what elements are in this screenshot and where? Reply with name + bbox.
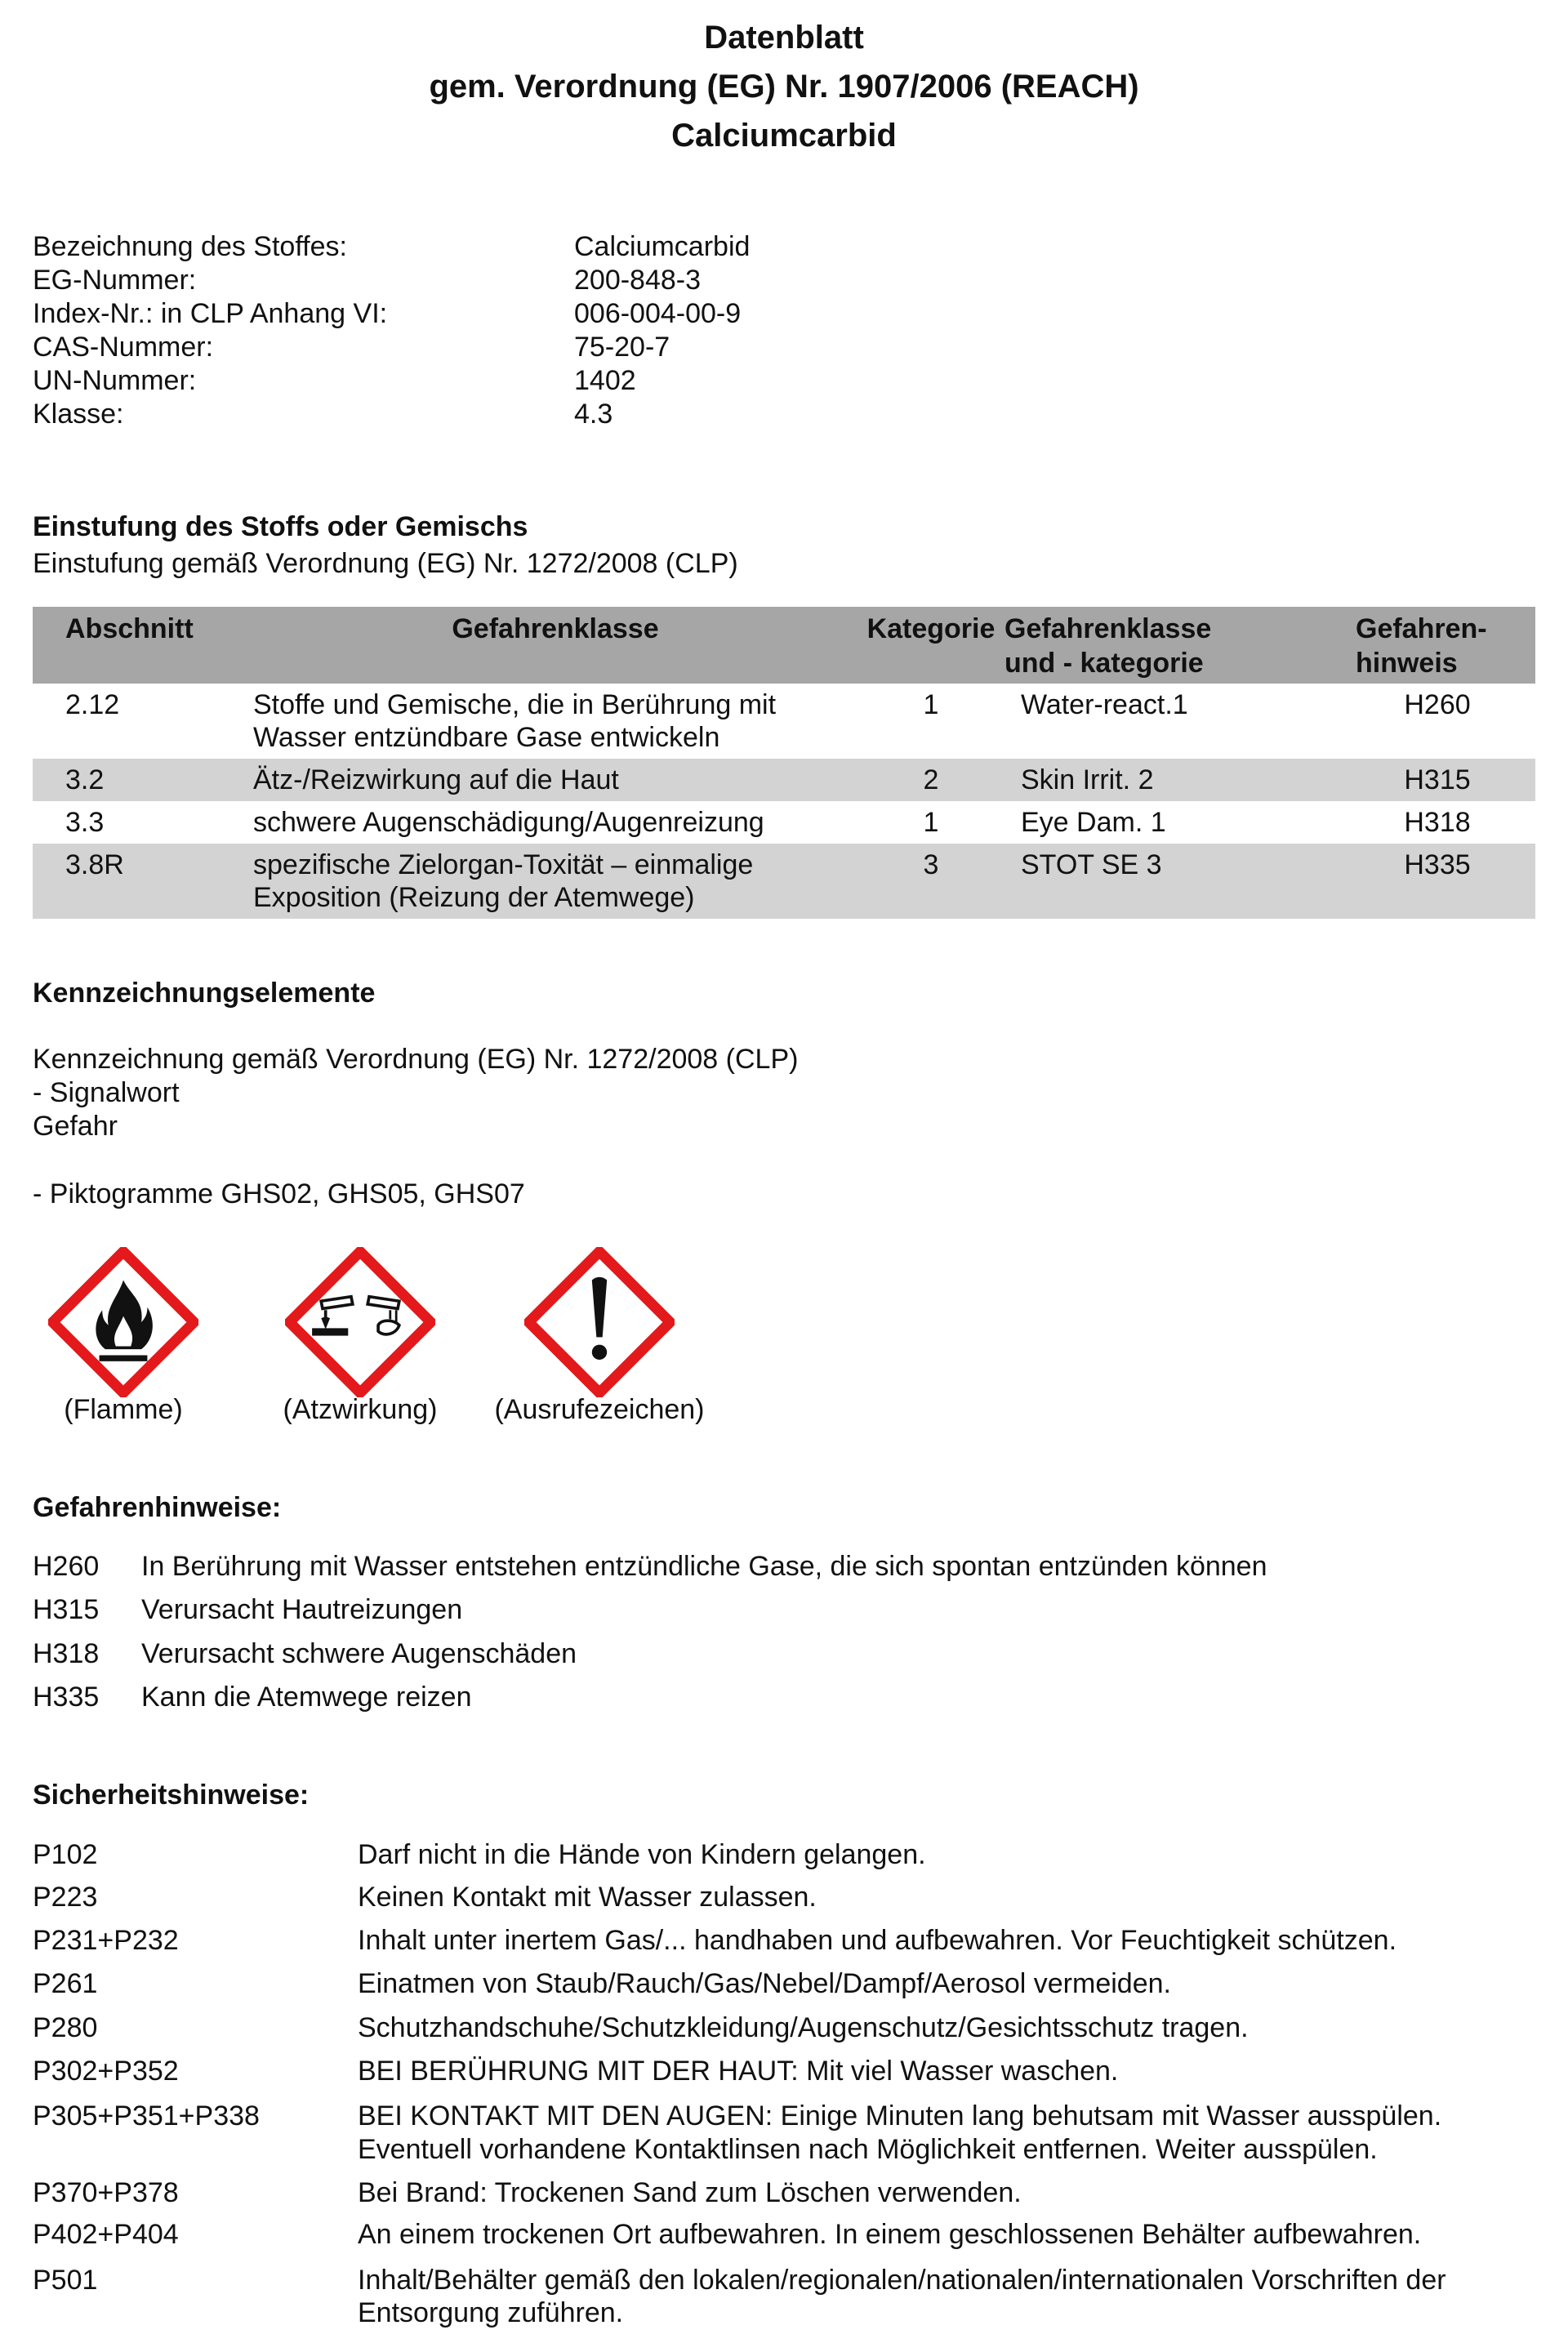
cell-category: 1 [923, 807, 939, 838]
id-value: 200-848-3 [574, 265, 702, 296]
p-code: P305+P351+P338 [33, 2100, 260, 2132]
id-label: UN-Nummer: [33, 365, 197, 396]
p-text-continued: Entsorgung zuführen. [358, 2297, 624, 2328]
column-header-line: hinweis [1356, 648, 1458, 679]
id-value: 006-004-00-9 [574, 298, 742, 329]
cell-category: 3 [858, 844, 1004, 919]
cell-hazard-class: Ätz-/Reizwirkung auf die Haut [253, 759, 858, 801]
cell-section: 3.2 [33, 759, 253, 801]
ghs05-corrosion-icon [285, 1247, 435, 1397]
id-label: CAS-Nummer: [33, 332, 214, 363]
h-text: In Berührung mit Wasser entstehen entzündliche Gase, die sich spontan entzünden können [141, 1551, 1267, 1582]
cell-hazard-class: Stoffe und Gemische, die in Berührung mit Wasser entzündbare Gase entwickeln [253, 689, 777, 753]
cell-statement: H318 [1404, 807, 1471, 838]
column-header: Kategorie [858, 607, 1004, 684]
id-value: Calciumcarbid [574, 231, 751, 262]
p-text: Keinen Kontakt mit Wasser zulassen. [358, 1882, 817, 1913]
p-text: BEI KONTAKT MIT DEN AUGEN: Einige Minuten lang behutsam mit Wasser ausspülen. [358, 2100, 1442, 2132]
pictogram-label: (Flamme) [64, 1394, 183, 1425]
h-code: H315 [33, 1594, 100, 1625]
p-code: P501 [33, 2265, 98, 2296]
cell-hazard-class: spezifische Zielorgan-Toxität – einmalige Exposition (Reizung der Atemwege) [253, 844, 858, 919]
cell-code: Eye Dam. 1 [1021, 807, 1166, 838]
id-value: 4.3 [574, 399, 613, 430]
id-label: Index-Nr.: in CLP Anhang VI: [33, 298, 388, 329]
id-label: Klasse: [33, 399, 124, 430]
document-subtitle: gem. Verordnung (EG) Nr. 1907/2006 (REACH) [429, 69, 1139, 105]
table-header-row [33, 607, 1535, 684]
pictograms-label: - Piktogramme GHS02, GHS05, GHS07 [33, 1178, 525, 1209]
labelling-heading: Kennzeichnungselemente [33, 978, 376, 1009]
table-row [33, 759, 1535, 801]
substance-title: Calciumcarbid [671, 118, 897, 154]
cell-code: STOT SE 3 [1004, 844, 1339, 919]
pictogram-label: (Atzwirkung) [283, 1394, 438, 1425]
h-code: H260 [33, 1551, 100, 1582]
cell-statement: H260 [1404, 689, 1471, 720]
p-text: Bei Brand: Trockenen Sand zum Löschen verwenden. [358, 2177, 1022, 2208]
cell-statement: H315 [1339, 759, 1535, 801]
table-row [33, 684, 1535, 759]
h-text: Verursacht Hautreizungen [141, 1594, 463, 1625]
p-code: P102 [33, 1839, 98, 1870]
p-text-continued: Eventuell vorhandene Kontaktlinsen nach Möglichkeit entfernen. Weiter ausspülen. [358, 2134, 1378, 2165]
column-header-line: Gefahren- [1356, 613, 1487, 644]
hazard-statements-heading: Gefahrenhinweise: [33, 1492, 282, 1523]
table-row [33, 801, 1535, 844]
cell-category: 1 [923, 689, 939, 720]
p-code: P402+P404 [33, 2219, 179, 2250]
column-header-line: und - kategorie [1004, 648, 1204, 679]
ghs07-exclamation-icon [524, 1247, 675, 1397]
cell-section: 3.3 [65, 807, 105, 838]
p-text: Inhalt/Behälter gemäß den lokalen/regionalen/nationalen/internationalen Vorschriften der [358, 2265, 1446, 2296]
h-text: Kann die Atemwege reizen [141, 1682, 472, 1713]
p-text: BEI BERÜHRUNG MIT DER HAUT: Mit viel Wasser waschen. [358, 2056, 1119, 2087]
cell-code: Water-react.1 [1021, 689, 1188, 720]
ghs02-flame-icon [48, 1247, 198, 1397]
document-title: Datenblatt [704, 20, 864, 56]
p-code: P370+P378 [33, 2177, 179, 2208]
signal-word-label: - Signalwort [33, 1077, 180, 1108]
pictogram-label: (Ausrufezeichen) [494, 1394, 705, 1425]
h-code: H318 [33, 1638, 100, 1669]
cell-section: 3.8R [33, 844, 253, 919]
p-text: Einatmen von Staub/Rauch/Gas/Nebel/Dampf/Aerosol vermeiden. [358, 1968, 1171, 1999]
cell-statement: H335 [1339, 844, 1535, 919]
p-code: P261 [33, 1968, 98, 1999]
precautionary-statements-heading: Sicherheitshinweise: [33, 1780, 310, 1811]
p-code: P231+P232 [33, 1925, 179, 1956]
cell-section: 2.12 [65, 689, 120, 720]
p-code: P223 [33, 1882, 98, 1913]
classification-heading: Einstufung des Stoffs oder Gemischs [33, 511, 528, 542]
id-label: EG-Nummer: [33, 265, 197, 296]
table-row [33, 844, 1535, 919]
p-code: P280 [33, 2012, 98, 2043]
p-text: Darf nicht in die Hände von Kindern gelangen. [358, 1839, 926, 1870]
p-code: P302+P352 [33, 2056, 179, 2087]
id-value: 1402 [574, 365, 636, 396]
column-header: Abschnitt [33, 607, 253, 684]
cell-hazard-class: schwere Augenschädigung/Augenreizung [253, 807, 764, 838]
column-header-line: Gefahrenklasse [1004, 613, 1212, 644]
p-text: An einem trockenen Ort aufbewahren. In einem geschlossenen Behälter aufbewahren. [358, 2219, 1422, 2250]
signal-word: Gefahr [33, 1111, 118, 1142]
p-text: Inhalt unter inertem Gas/... handhaben und aufbewahren. Vor Feuchtigkeit schützen. [358, 1925, 1397, 1956]
classification-subheading: Einstufung gemäß Verordnung (EG) Nr. 1272/2008 (CLP) [33, 548, 738, 579]
column-header [1004, 607, 1339, 684]
h-text: Verursacht schwere Augenschäden [141, 1638, 577, 1669]
h-code: H335 [33, 1682, 100, 1713]
id-value: 75-20-7 [574, 332, 670, 363]
cell-category: 2 [858, 759, 1004, 801]
cell-code: Skin Irrit. 2 [1004, 759, 1339, 801]
p-text: Schutzhandschuhe/Schutzkleidung/Augenschutz/Gesichtsschutz tragen. [358, 2012, 1249, 2043]
column-header [1339, 607, 1535, 684]
classification-table [33, 607, 1535, 919]
id-label: Bezeichnung des Stoffes: [33, 231, 347, 262]
labelling-regulation: Kennzeichnung gemäß Verordnung (EG) Nr. 1272/2008 (CLP) [33, 1044, 799, 1075]
column-header: Gefahrenklasse [253, 607, 858, 684]
